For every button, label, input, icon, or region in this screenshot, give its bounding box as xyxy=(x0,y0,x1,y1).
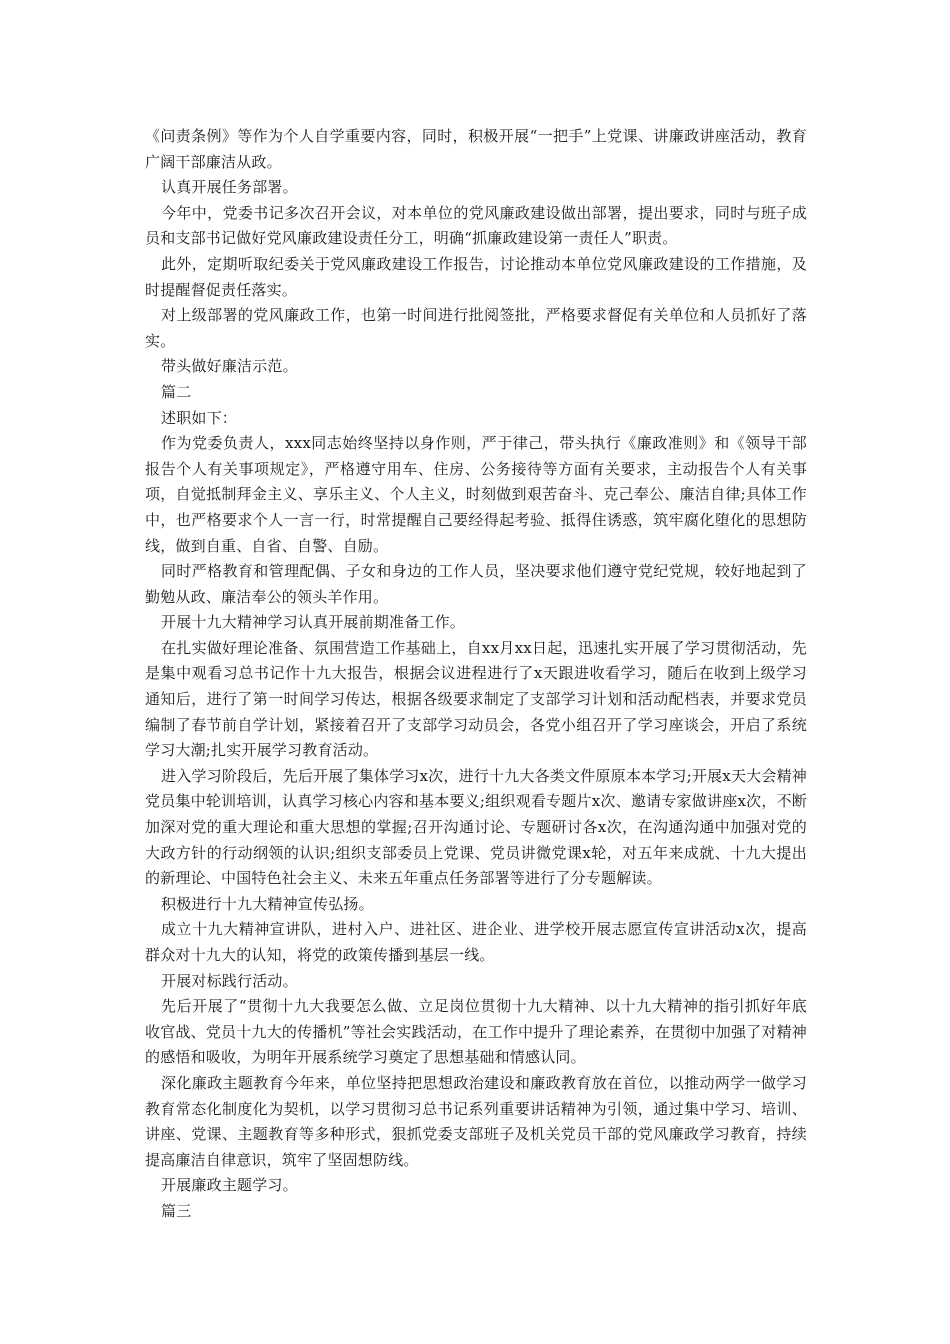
paragraph: 此外，定期听取纪委关于党风廉政建设工作报告，讨论推动本单位党风廉政建设的工作措施，及时提醒督促责任落实。 xyxy=(145,254,807,299)
section-heading: 积极进行十九大精神宣传弘扬。 xyxy=(161,894,374,913)
paragraph: 对上级部署的党风廉政工作，也第一时间进行批阅签批，严格要求督促有关单位和人员抓好了落实。 xyxy=(145,306,807,350)
paragraph: 今年中，党委书记多次召开会议，对本单位的党风廉政建设做出部署，提出要求，同时与班子成员和支部书记做好党风廉政建设责任分工，明确“抓廉政建设第一责任人”职责。 xyxy=(145,203,807,248)
paragraph: 作为党委负责人，xxx同志始终坚持以身作则，严于律己，带头执行《廉政准则》和《领导干部报告个人有关事项规定》，严格遵守用车、住房、公务接待等方面有关要求，主动报告个人有关事项，自觉抵制拜金主义、享乐主义、个人主义，时刻做到艰苦奋斗、克己奉公、廉洁自律;具体工作中，也严格要求个人一言一行，时常提醒自己要经得起考验、抵得住诱惑，筑牢腐化堕化的思想防线，做到自重、自省、自警、自励。 xyxy=(145,434,807,555)
paragraph: 先后开展了“贯彻十九大我要怎么做、立足岗位贯彻十九大精神、以十九大精神的指引抓好年底收官战、党员十九大的传播机”等社会实践活动，在工作中提升了理论素养，在贯彻中加强了对精神的感悟和吸收，为明年开展系统学习奠定了思想基础和情感认同。 xyxy=(145,997,807,1067)
paragraph: 述职如下： xyxy=(161,408,238,427)
section-heading: 带头做好廉洁示范。 xyxy=(161,357,298,376)
section-heading: 开展廉政主题学习。 xyxy=(161,1176,298,1195)
paragraph: 《问责条例》等作为个人自学重要内容，同时，积极开展“一把手”上党课、讲廉政讲座活动，教育广阔干部廉洁从政。 xyxy=(145,127,807,171)
section-heading: 开展十九大精神学习认真开展前期准备工作。 xyxy=(161,613,466,632)
paragraph: 在扎实做好理论准备、氛围营造工作基础上，自xx月xx日起，迅速扎实开展了学习贯彻活动，先是集中观看习总书记作十九大报告，根据会议进程进行了x天跟进收看学习，随后在收到上级学习通知后，进行了第一时间学习传达，根据各级要求制定了支部学习计划和活动配档表，并要求党员编制了春节前自学计划，紧接着召开了支部学习动员会，各党小组召开了学习座谈会，开启了系统学习大潮;扎实开展学习教育活动。 xyxy=(145,638,807,760)
chapter-heading: 篇二 xyxy=(161,382,192,401)
document-body xyxy=(145,124,807,1225)
paragraph: 成立十九大精神宣讲队，进村入户、进社区、进企业、进学校开展志愿宣传宣讲活动x次，提高群众对十九大的认知，将党的政策传播到基层一线。 xyxy=(145,920,807,964)
chapter-heading: 篇三 xyxy=(161,1201,192,1220)
paragraph: 深化廉政主题教育今年来，单位坚持把思想政治建设和廉政教育放在首位，以推动两学一做学习教育常态化制度化为契机，以学习贯彻习总书记系列重要讲话精神为引领，通过集中学习、培训、讲座、党课、主题教育等多种形式，狠抓党委支部班子及机关党员干部的党风廉政学习教育，持续提高廉洁自律意识，筑牢了坚固想防线。 xyxy=(145,1073,807,1169)
paragraph: 进入学习阶段后，先后开展了集体学习x次，进行十九大各类文件原原本本学习;开展x天大会精神党员集中轮训培训，认真学习核心内容和基本要义;组织观看专题片x次、邀请专家做讲座x次，不断加深对党的重大理论和重大思想的掌握;召开沟通讨论、专题研讨各x次，在沟通沟通中加强对党的大政方针的行动纲领的认识;组织支部委员上党课、党员讲微党课x轮，对五年来成就、十九大提出的新理论、中国特色社会主义、未来五年重点任务部署等进行了分专题解读。 xyxy=(145,766,807,888)
section-heading: 认真开展任务部署。 xyxy=(161,178,298,197)
paragraph: 同时严格教育和管理配偶、子女和身边的工作人员，坚决要求他们遵守党纪党规，较好地起到了勤勉从政、廉洁奉公的领头羊作用。 xyxy=(145,562,807,606)
section-heading: 开展对标践行活动。 xyxy=(161,971,298,990)
